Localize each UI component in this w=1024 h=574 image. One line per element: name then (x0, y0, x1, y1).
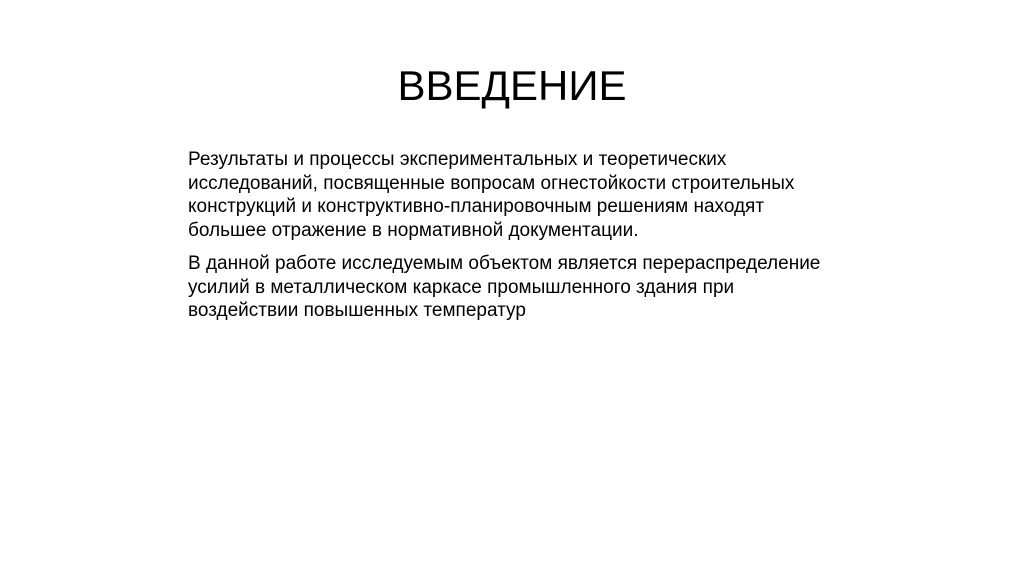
paragraph-object: В данной работе исследуемым объектом является перераспределение усилий в металлическом каркасе промышленного здания при воздействии повышенных температур (188, 253, 821, 321)
paragraph-intro: Результаты и процессы экспериментальных и теоретических исследований, посвященные вопросам огнестойкости строительных конструкций и конструктивно-планировочным решениям находят большее отражение в нормативной документации. (188, 149, 795, 241)
slide-body (188, 148, 828, 333)
slide-title: ВВЕДЕНИЕ (397, 62, 627, 109)
